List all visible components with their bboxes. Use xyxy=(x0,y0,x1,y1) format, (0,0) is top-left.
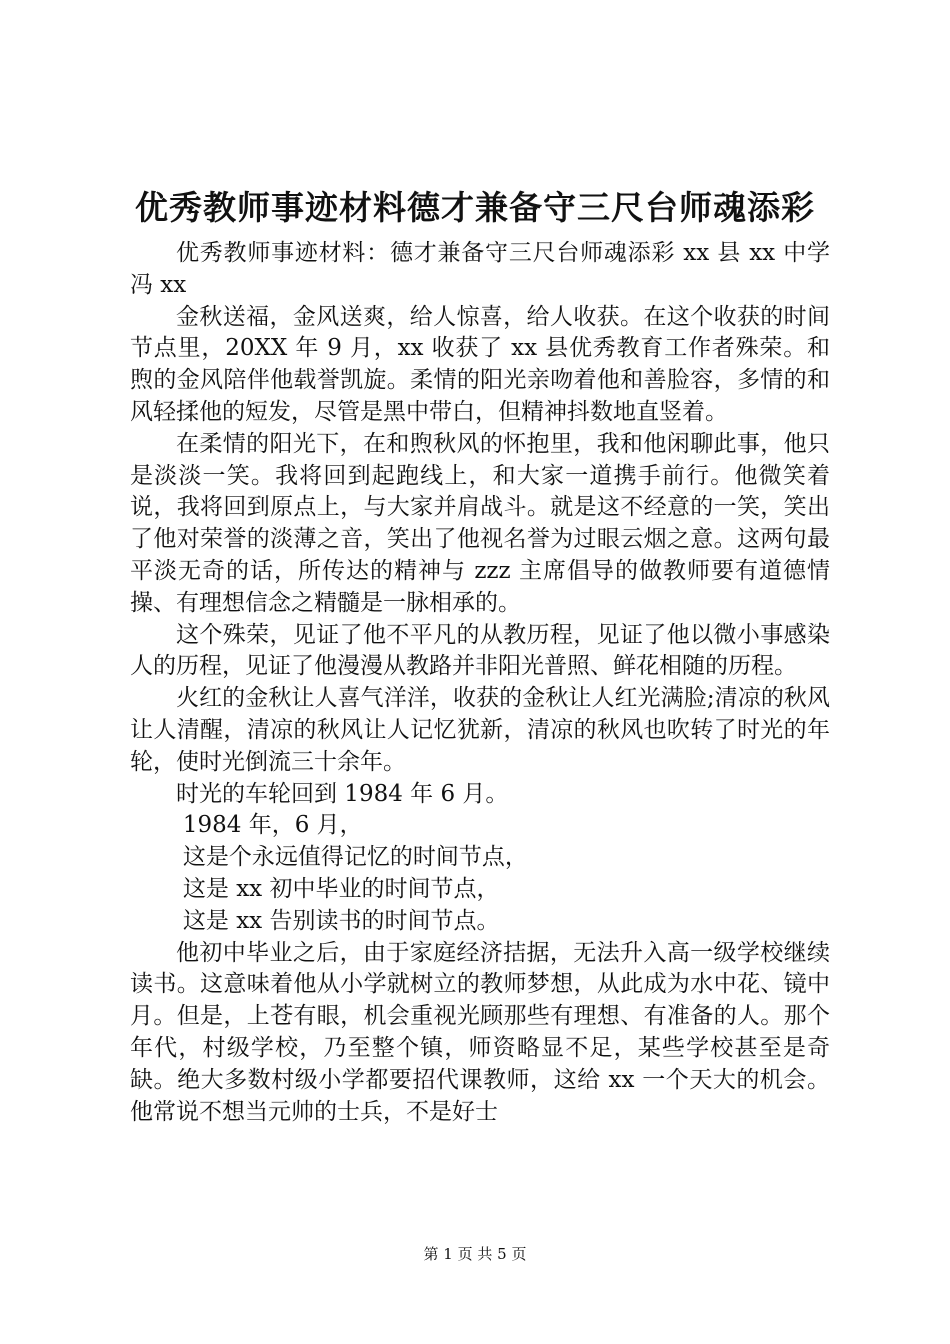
paragraph-honor-witness: 这个殊荣，见证了他不平凡的从教历程，见证了他以微小事感染人的历程，见证了他漫漫从教路并非阳光普照、鲜花相随的历程。 xyxy=(130,621,830,680)
paragraph-conversation: 在柔情的阳光下，在和煦秋风的怀抱里，我和他闲聊此事，他只是淡淡一笑。我将回到起跑线上，和大家一道携手前行。他微笑着说，我将回到原点上，与大家并肩战斗。就是这不经意的一笑，笑出了他对荣誉的淡薄之音，笑出了他视名誉为过眼云烟之意。这两句最平淡无奇的话，所传达的精神与 zzz 主席倡导的做教师要有道德情操、有理想信念之精髓是一脉相承的。 xyxy=(130,430,830,616)
verse-line-1: 1984 年，6 月， xyxy=(182,812,363,839)
verse-line-3: 这是 xx 初中毕业的时间节点， xyxy=(182,875,500,902)
paragraph-time-wheel: 时光的车轮回到 1984 年 6 月。 xyxy=(176,780,509,807)
verse-line-4: 这是 xx 告别读书的时间节点。 xyxy=(182,907,500,934)
document-title: 优秀教师事迹材料德才兼备守三尺台师魂添彩 xyxy=(135,188,815,227)
paragraph-autumn-award: 金秋送福，金风送爽，给人惊喜，给人收获。在这个收获的时间节点里，20XX 年 9 月，xx 收获了 xx 县优秀教育工作者殊荣。和煦的金风陪伴他载誉凯旋。柔情的阳光亲吻着他和善脸容，多情的和风轻揉他的短发，尽管是黑中带白，但精神抖数地直竖着。 xyxy=(130,303,830,425)
paragraph-intro: 优秀教师事迹材料：德才兼备守三尺台师魂添彩 xx 县 xx 中学冯 xx xyxy=(130,240,830,298)
document-body xyxy=(130,238,830,1128)
paragraph-autumn-wind: 火红的金秋让人喜气洋洋，收获的金秋让人红光满脸;清凉的秋风让人清醒，清凉的秋风让人记忆犹新，清凉的秋风也吹转了时光的年轮，使时光倒流三十余年。 xyxy=(130,685,830,775)
page-footer: 第 1 页 共 5 页 xyxy=(423,1245,527,1263)
verse-line-2: 这是个永远值得记忆的时间节点， xyxy=(182,844,528,871)
paragraph-after-graduation: 他初中毕业之后，由于家庭经济拮据，无法升入高一级学校继续读书。这意味着他从小学就树立的教师梦想，从此成为水中花、镜中月。但是，上苍有眼，机会重视光顾那些有理想、有准备的人。那个年代，村级学校，乃至整个镇，师资略显不足，某些学校甚至是奇缺。绝大多数村级小学都要招代课教师，这给 xx 一个天大的机会。他常说不想当元帅的士兵，不是好士 xyxy=(130,939,830,1125)
